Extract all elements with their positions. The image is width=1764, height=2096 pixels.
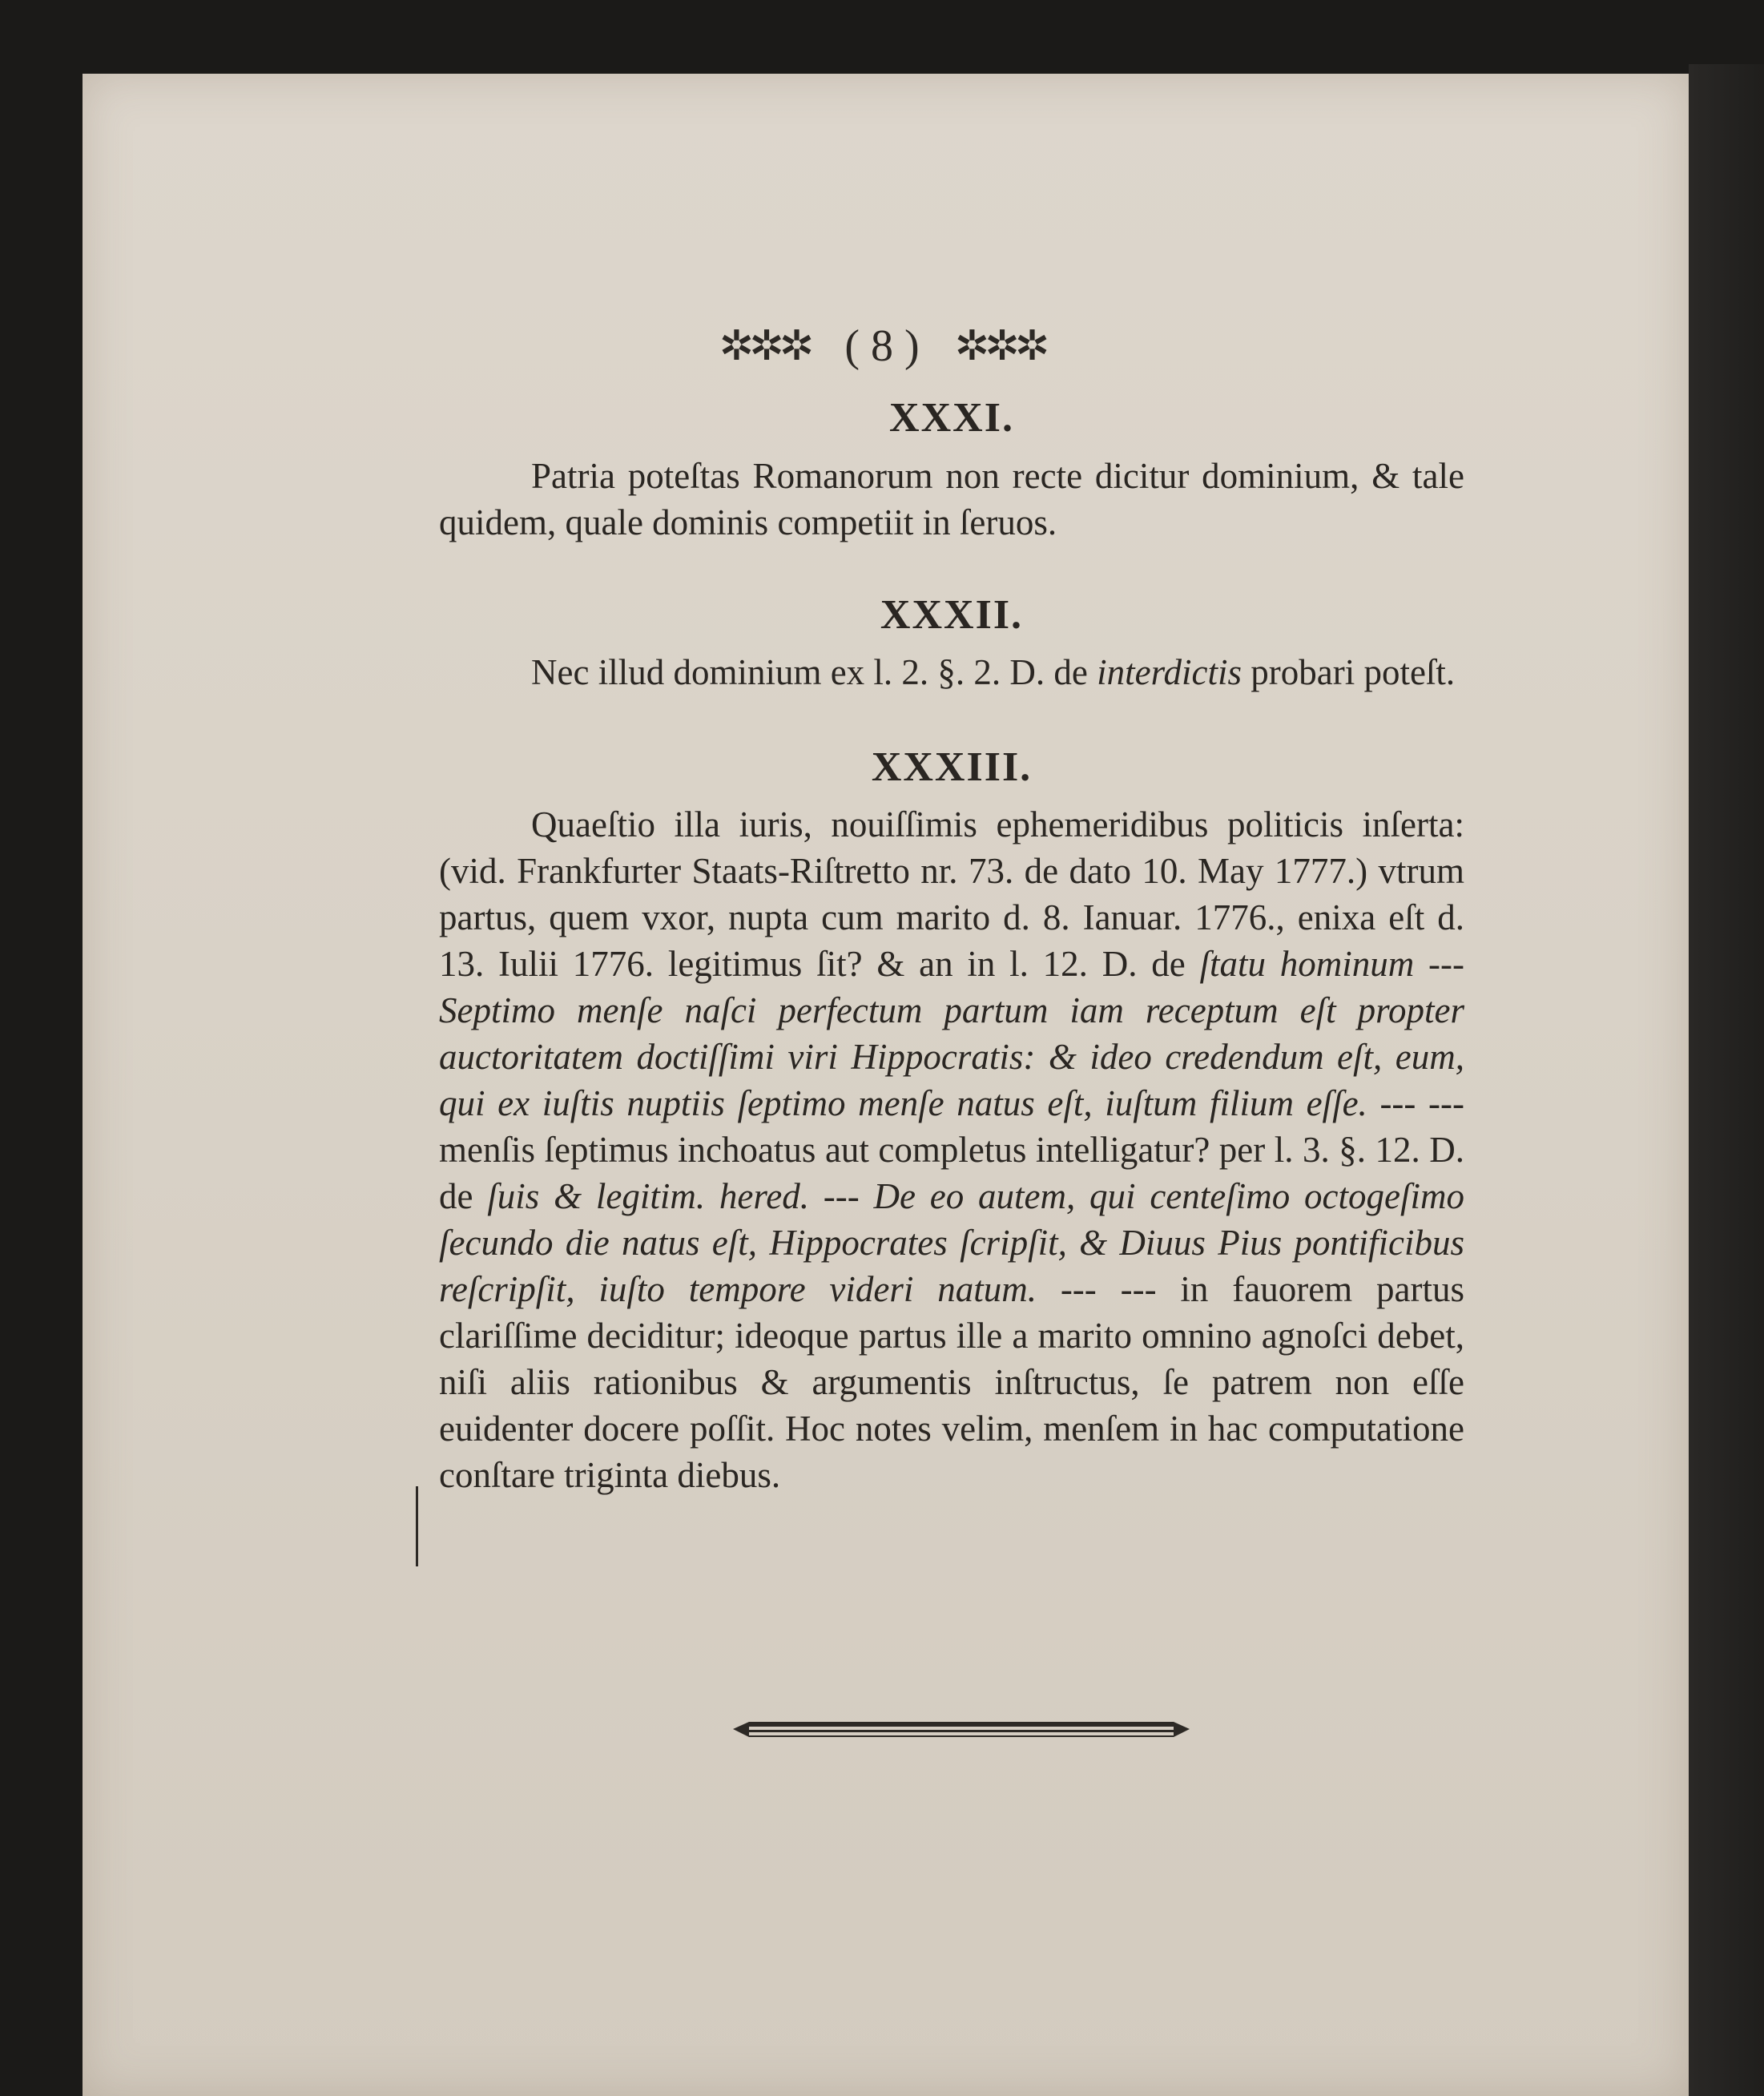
ornament-right-icon: ✲✲✲ xyxy=(954,324,1045,370)
section-text-xxxi: Patria poteſtas Romanorum non recte dicitur dominium, & tale quidem, quale dominis competiit in ſeruos. xyxy=(439,456,1464,542)
section-heading-xxxii: XXXII. xyxy=(880,592,1024,638)
section-heading-xxxi: XXXI. xyxy=(889,395,1014,441)
ornament-left-icon: ✲✲✲ xyxy=(719,324,810,370)
page-header xyxy=(0,316,1764,372)
page-number: ( 8 ) xyxy=(844,321,920,372)
margin-mark xyxy=(416,1486,418,1566)
section-text-xxxiii: Quaeſtio illa iuris, nouiſſimis ephemeridibus politicis inſerta: (vid. Frankfurter Staats-Riſtretto nr. 73. de dato 10. May 1777.) vtrum partus, quem vxor, nupta cum marito d. 8. Ianuar. 1776., enixa eſt d. 13. Iulii 1776. legitimus ſit? & an in l. 12. D. de ſtatu hominum --- Septimo menſe naſci perfectum partum iam receptum eſt propter auctoritatem doctiſſimi viri Hippocratis: & ideo credendum eſt, eum, qui ex iuſtis nuptiis ſeptimo menſe natus eſt, iuſtum filium eſſe. --- --- menſis ſeptimus inchoatus aut completus intelligatur? per l. 3. §. 12. D. de ſuis & legitim. hered. --- De eo autem, qui centeſimo octogeſimo ſecundo die natus eſt, Hippocrates ſcripſit, & Diuus Pius pontificibus reſcripſit, iuſto tempore videri natum. --- --- in fauorem partus clariſſime deciditur; ideoque partus ille a marito omnino agnoſci debet, niſi aliis rationibus & argumentis inſtructus, ſe patrem non eſſe euidenter docere poſſit. Hoc notes velim, menſem in hac computatione conſtare triginta diebus. xyxy=(439,804,1465,1495)
decorative-rule-icon xyxy=(733,1717,1190,1741)
section-text-xxxii: Nec illud dominium ex l. 2. §. 2. D. de interdictis probari poteſt. xyxy=(531,652,1456,692)
section-heading-xxxiii: XXXIII. xyxy=(871,744,1033,790)
